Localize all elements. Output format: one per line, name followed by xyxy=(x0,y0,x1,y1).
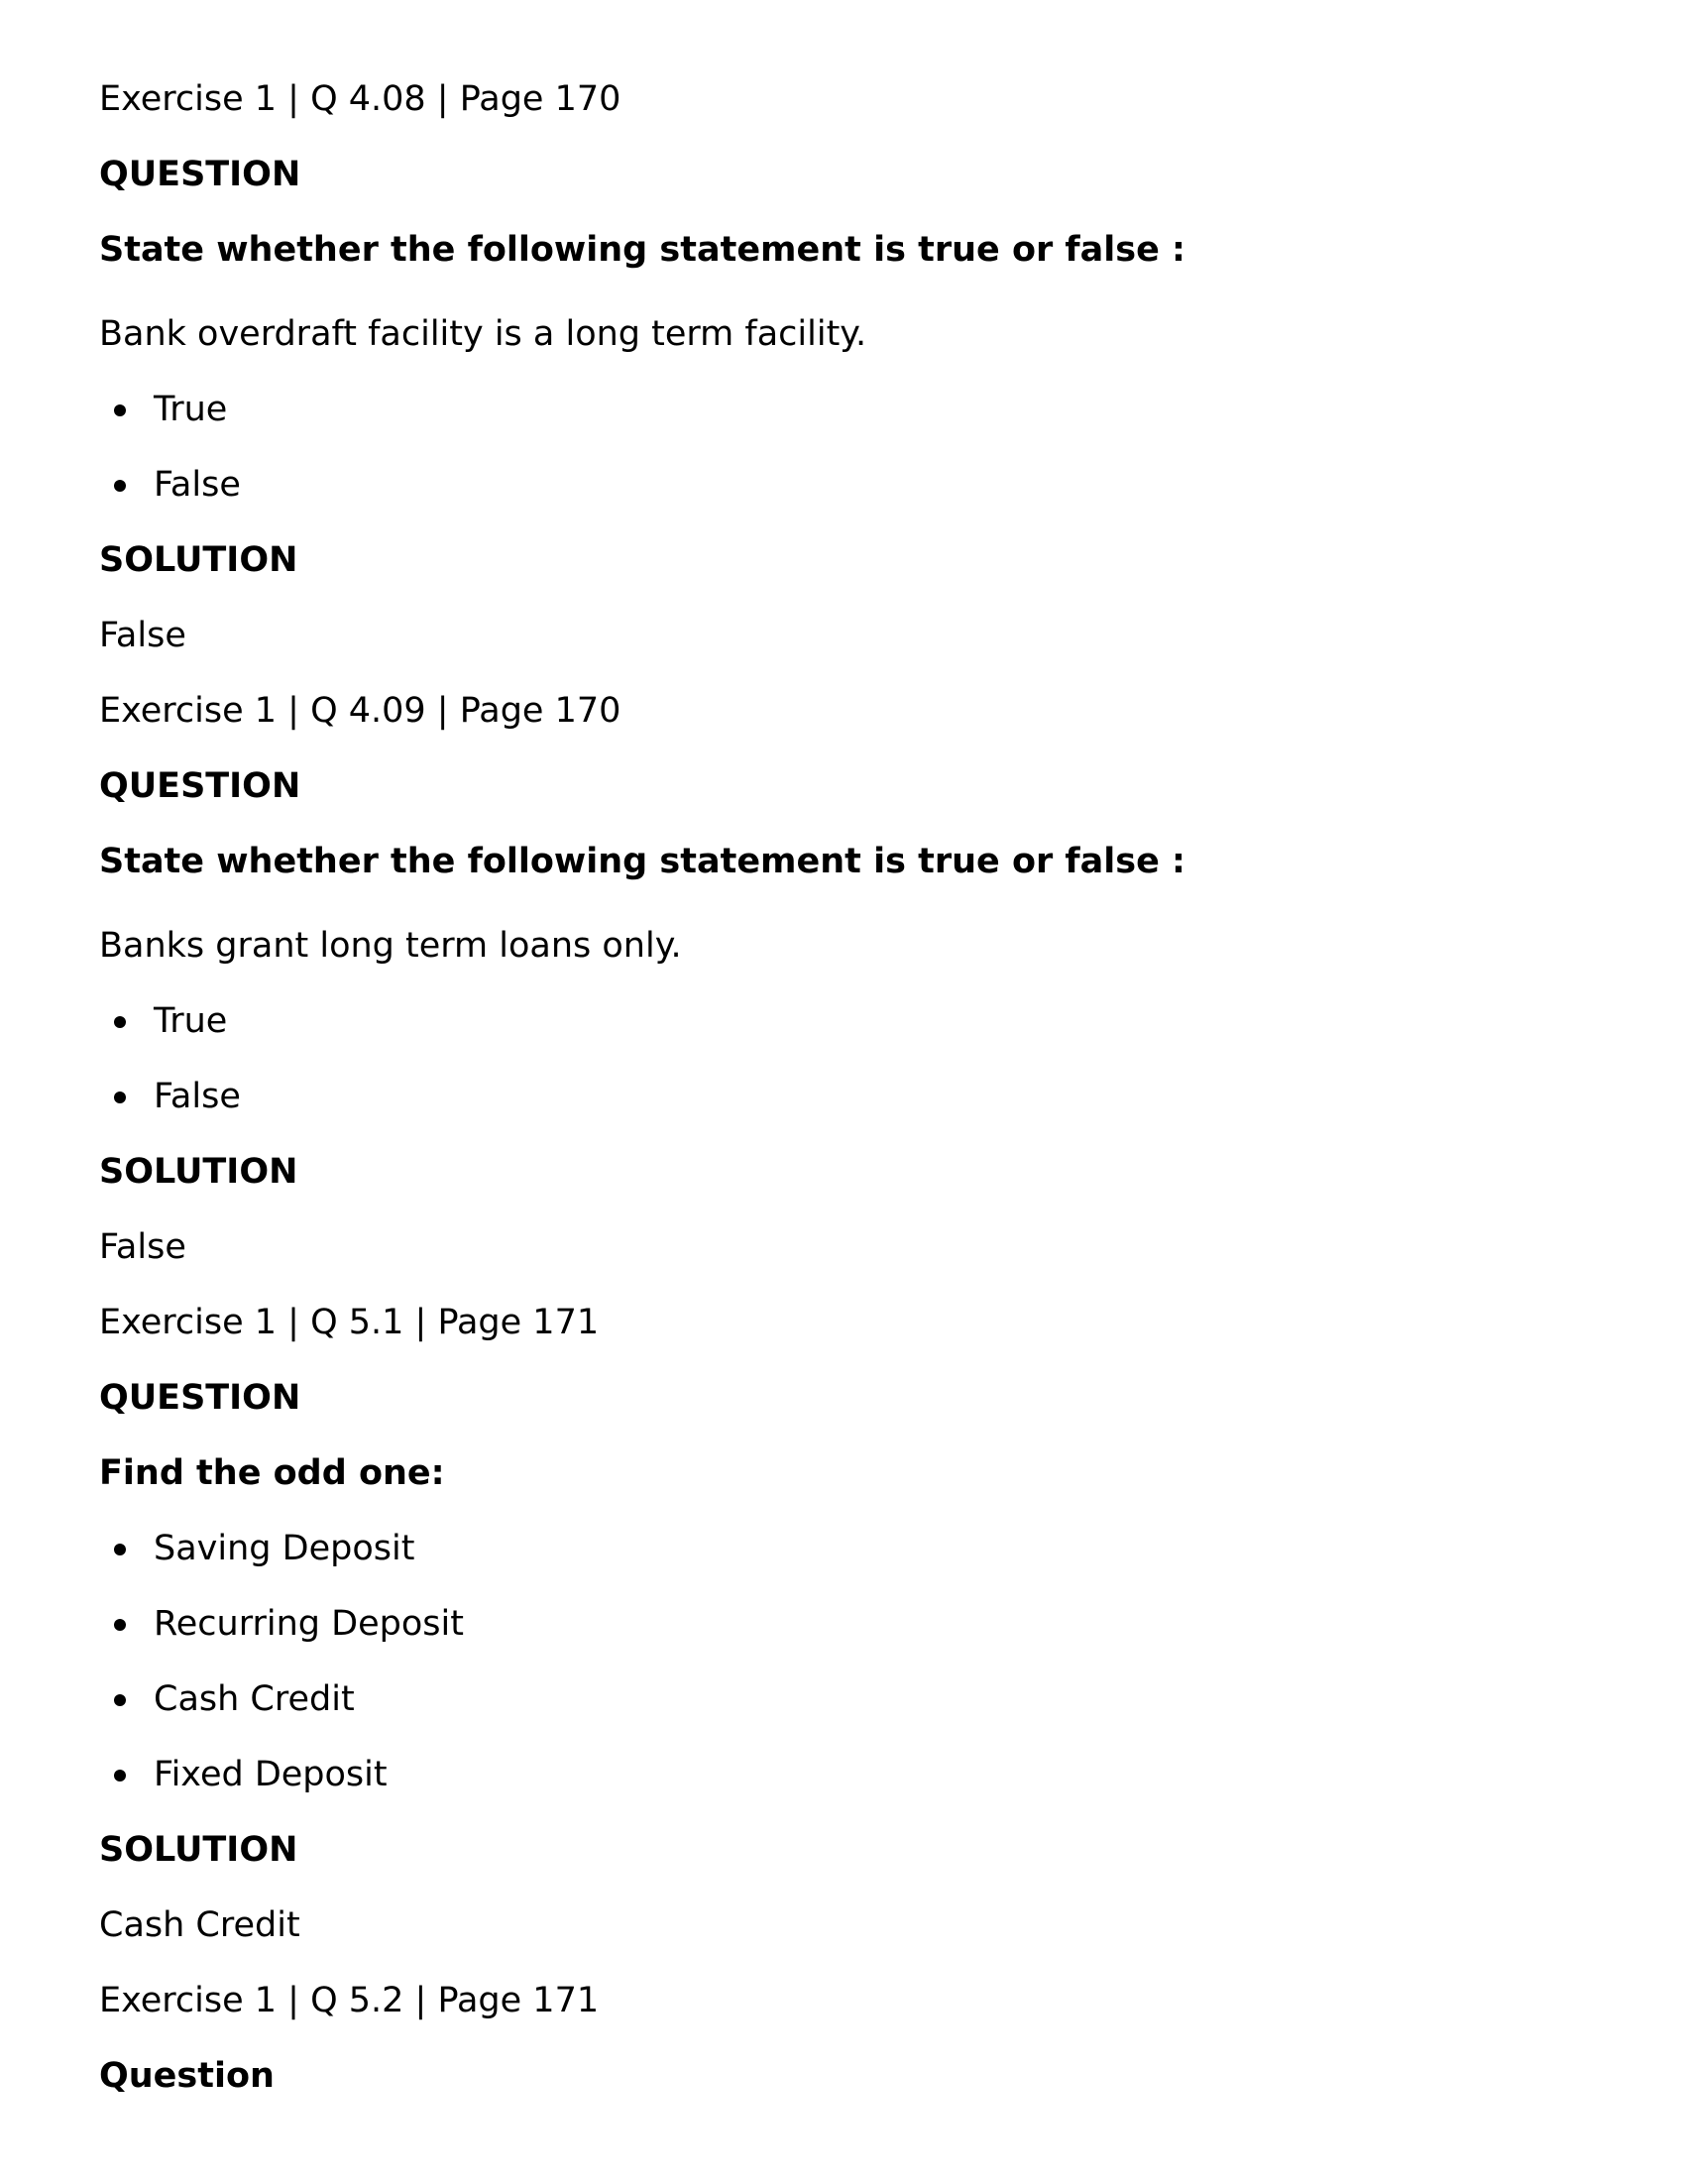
bullet-icon xyxy=(114,1619,126,1631)
bullet-icon xyxy=(114,404,126,416)
bullet-icon xyxy=(114,1694,126,1706)
option-item xyxy=(154,390,227,429)
exercise-reference: Exercise 1 | Q 5.2 | Page 171 xyxy=(99,1981,600,2020)
question-heading: QUESTION xyxy=(99,155,301,194)
option-item xyxy=(154,1755,388,1794)
bullet-icon xyxy=(114,1016,126,1028)
question-heading: QUESTION xyxy=(99,1378,301,1418)
question-statement: Banks grant long term loans only. xyxy=(99,926,682,966)
option-item xyxy=(154,1679,355,1719)
option-label: Cash Credit xyxy=(154,1679,355,1719)
solution-heading: SOLUTION xyxy=(99,1152,298,1192)
solution-answer: Cash Credit xyxy=(99,1905,300,1945)
option-item xyxy=(154,1529,414,1568)
bullet-icon xyxy=(114,1544,126,1555)
question-statement: Bank overdraft facility is a long term facility. xyxy=(99,314,867,354)
bullet-icon xyxy=(114,480,126,492)
question-instruction: State whether the following statement is true or false : xyxy=(99,842,1186,881)
option-item xyxy=(154,1604,464,1644)
solution-heading: SOLUTION xyxy=(99,1830,298,1870)
option-label: Recurring Deposit xyxy=(154,1604,464,1644)
option-label: False xyxy=(154,1077,241,1116)
exercise-reference: Exercise 1 | Q 4.08 | Page 170 xyxy=(99,79,621,119)
solution-answer: False xyxy=(99,1227,186,1267)
option-label: Fixed Deposit xyxy=(154,1755,388,1794)
solution-answer: False xyxy=(99,616,186,655)
option-item xyxy=(154,1077,241,1116)
exercise-reference: Exercise 1 | Q 4.09 | Page 170 xyxy=(99,691,621,731)
question-instruction: State whether the following statement is true or false : xyxy=(99,230,1186,270)
exercise-reference: Exercise 1 | Q 5.1 | Page 171 xyxy=(99,1303,600,1342)
option-label: True xyxy=(154,390,228,429)
question-instruction: Find the odd one: xyxy=(99,1453,445,1493)
solution-heading: SOLUTION xyxy=(99,540,298,580)
option-item xyxy=(154,465,241,505)
question-heading: QUESTION xyxy=(99,766,301,806)
option-label: Saving Deposit xyxy=(154,1529,415,1568)
bullet-icon xyxy=(114,1770,126,1782)
option-item xyxy=(154,1001,227,1041)
option-label: True xyxy=(154,1001,228,1041)
question-heading: Question xyxy=(99,2056,275,2096)
bullet-icon xyxy=(114,1092,126,1103)
option-label: False xyxy=(154,465,241,505)
